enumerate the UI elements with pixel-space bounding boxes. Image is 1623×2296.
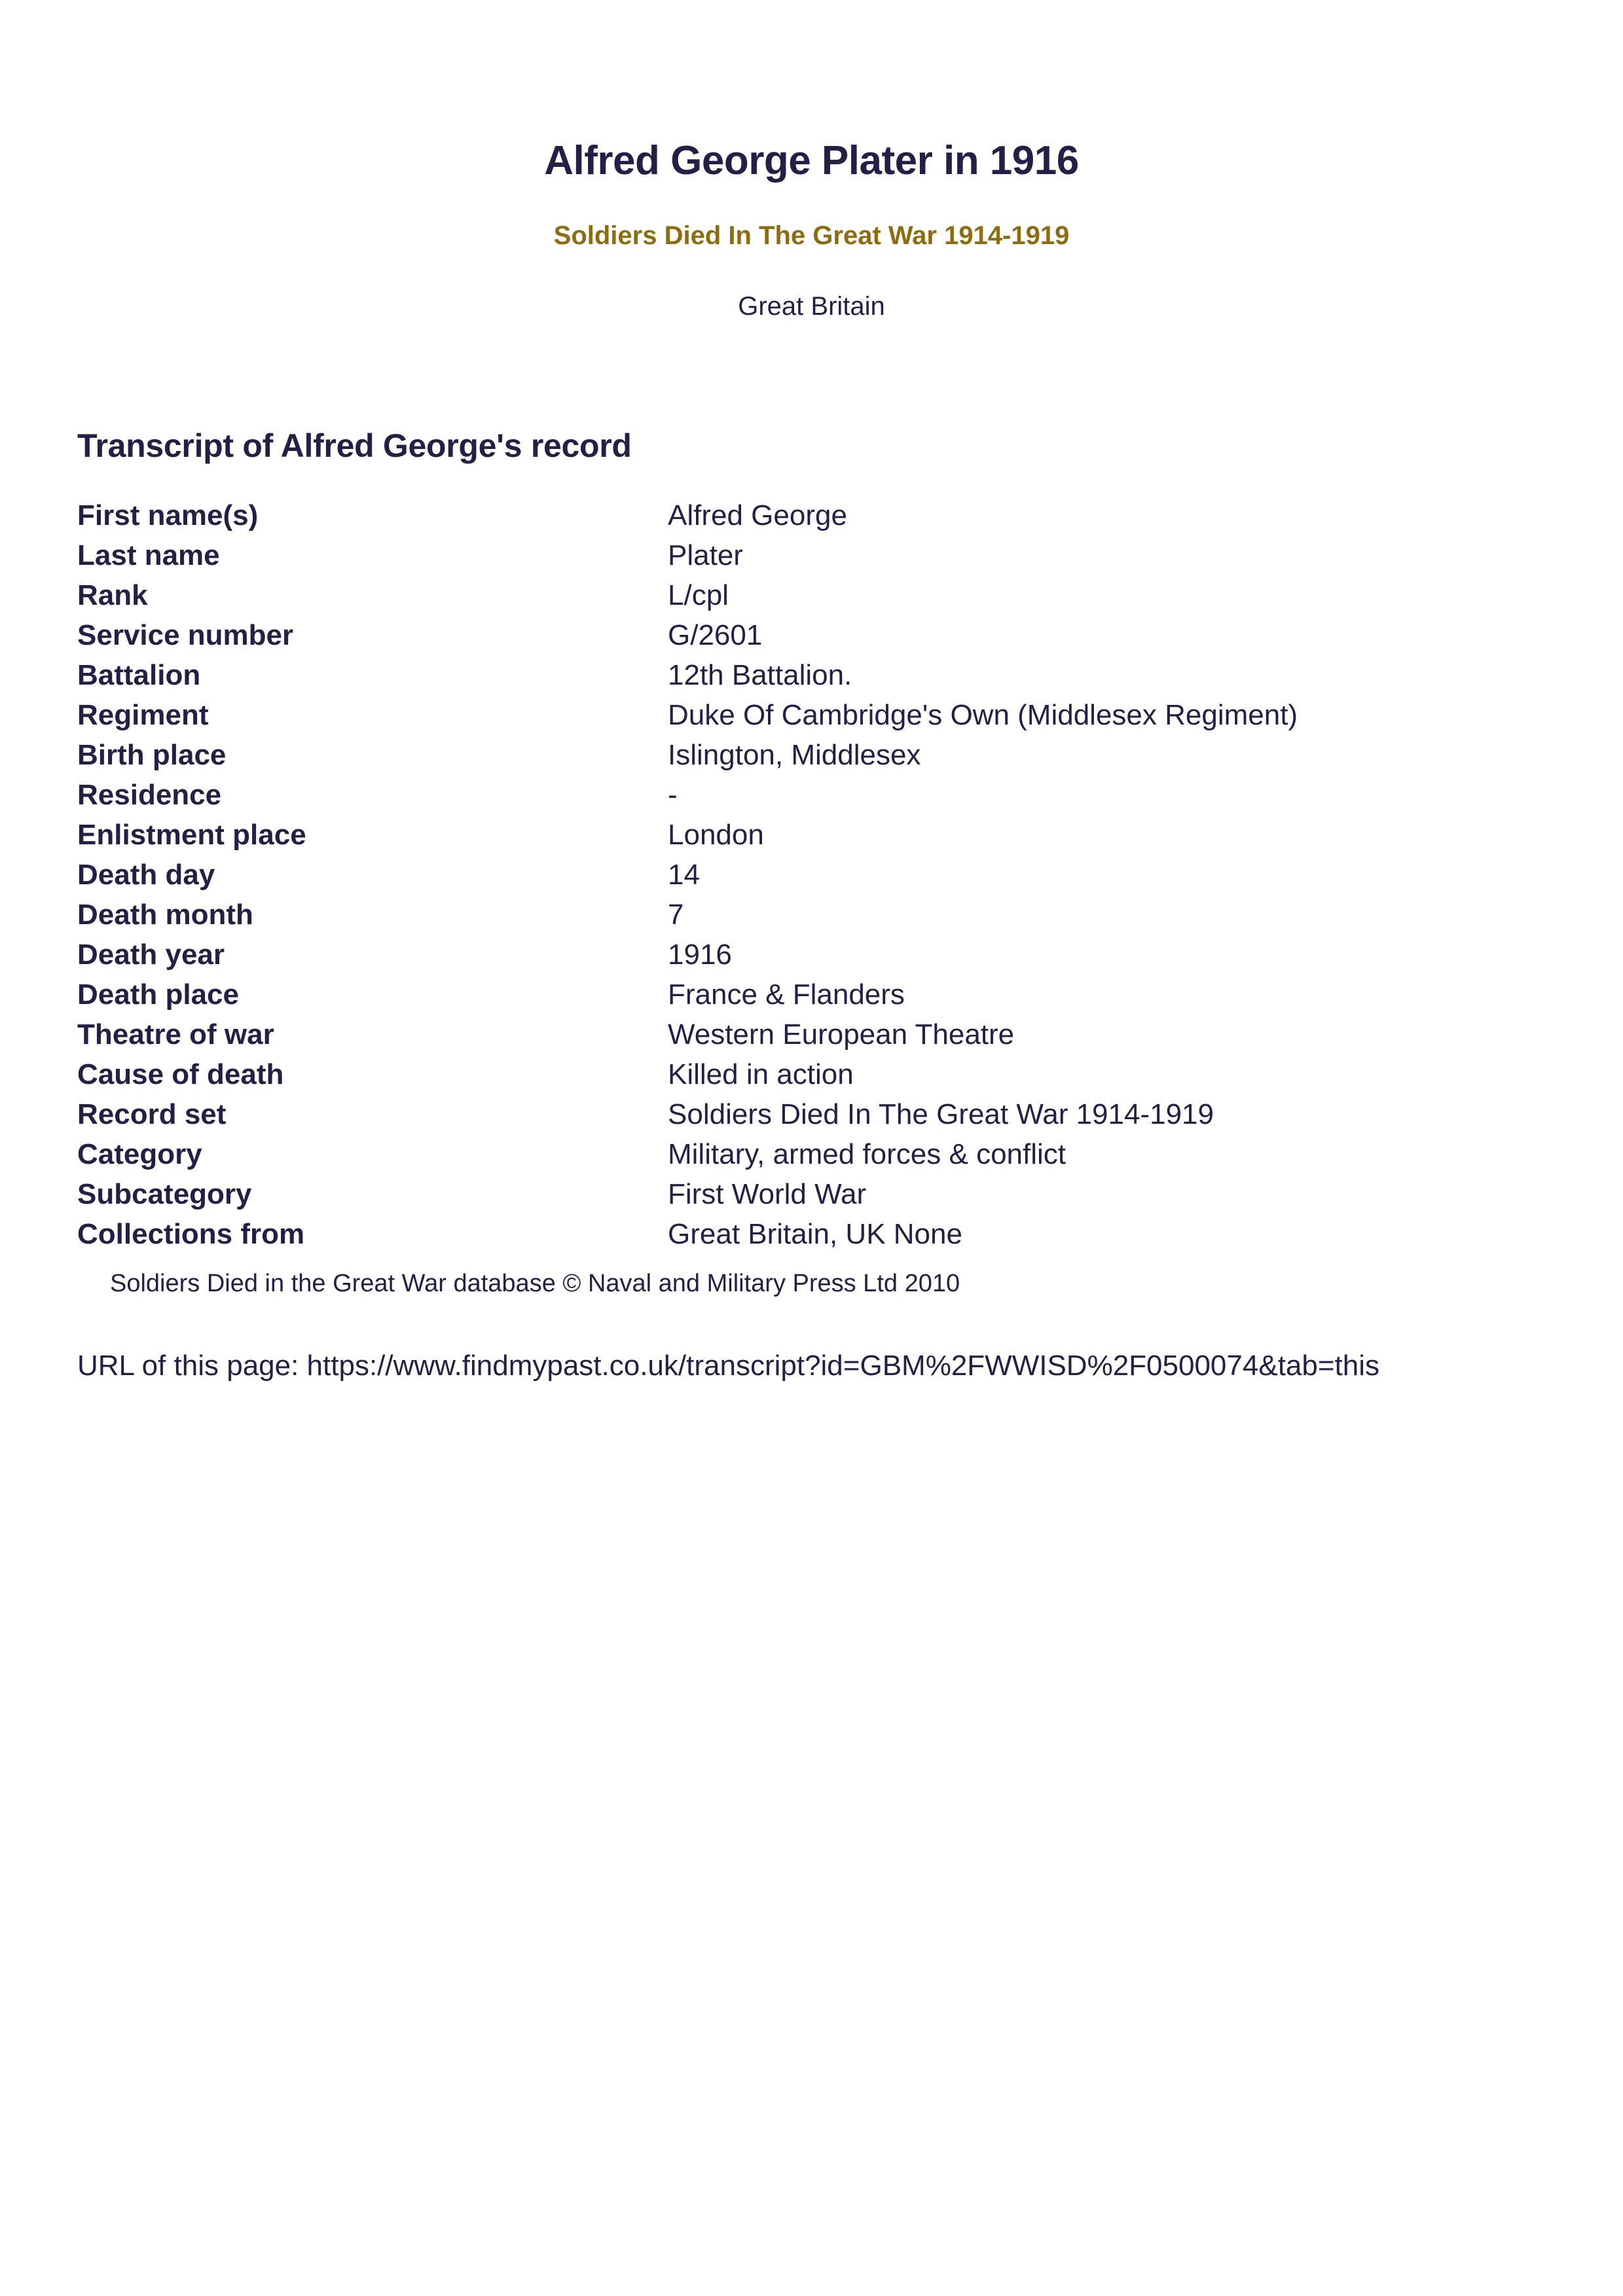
row-value: London [668,818,764,851]
row-value: Islington, Middlesex [668,738,921,771]
row-label: Collections from [77,1217,305,1250]
page-title: Alfred George Plater in 1916 [544,138,1079,183]
row-label: First name(s) [77,499,259,531]
table-row [77,815,1518,855]
table-row [77,1214,1518,1254]
table-row [77,895,1518,935]
page-url: URL of this page: https://www.findmypast.co.uk/transcript?id=GBM%2FWWISD%2F0500074&tab=this [77,1350,1380,1382]
table-row [77,1174,1518,1214]
table-row [77,1094,1518,1134]
row-value: Western European Theatre [668,1018,1015,1050]
table-row [77,855,1518,895]
row-value: L/cpl [668,579,729,611]
row-label: Theatre of war [77,1018,274,1050]
table-row [77,695,1518,735]
row-value: 14 [668,858,700,891]
row-label: Death month [77,898,253,931]
row-value: Great Britain, UK None [668,1217,962,1250]
table-row [77,975,1518,1014]
row-value: Duke Of Cambridge's Own (Middlesex Regiment) [668,698,1298,731]
row-label: Death day [77,858,215,891]
copyright-notice: Soldiers Died in the Great War database © Naval and Military Press Ltd 2010 [110,1270,960,1297]
row-label: Death year [77,938,225,971]
table-row [77,1014,1518,1054]
row-label: Cause of death [77,1058,284,1090]
row-value: 1916 [668,938,732,971]
row-value: Military, armed forces & conflict [668,1138,1067,1170]
record-set-subtitle: Soldiers Died In The Great War 1914-1919 [553,221,1070,250]
row-value: Alfred George [668,499,847,531]
row-label: Battalion [77,658,201,691]
row-label: Birth place [77,738,227,771]
row-label: Residence [77,778,222,811]
row-label: Last name [77,539,220,571]
country-label: Great Britain [738,292,885,321]
table-row [77,535,1518,575]
row-value: 7 [668,898,684,931]
row-label: Enlistment place [77,818,306,851]
row-value: 12th Battalion. [668,658,852,691]
row-value: Plater [668,539,743,571]
row-label: Regiment [77,698,209,731]
row-label: Subcategory [77,1177,252,1210]
table-row [77,615,1518,655]
table-row [77,1134,1518,1174]
table-row [77,655,1518,695]
row-label: Service number [77,619,294,651]
row-label: Category [77,1138,202,1170]
row-value: G/2601 [668,619,763,651]
table-row [77,935,1518,975]
row-label: Rank [77,579,148,611]
table-row [77,495,1518,535]
row-label: Record set [77,1098,227,1130]
row-value: - [668,778,678,811]
row-value: Soldiers Died In The Great War 1914-1919 [668,1098,1214,1130]
table-row [77,575,1518,615]
row-value: First World War [668,1177,867,1210]
table-row [77,735,1518,775]
transcript-heading: Transcript of Alfred George's record [77,427,632,464]
row-value: France & Flanders [668,978,905,1011]
table-row [77,775,1518,815]
row-label: Death place [77,978,239,1011]
transcript-table [77,495,1518,1254]
table-row [77,1054,1518,1094]
row-value: Killed in action [668,1058,854,1090]
